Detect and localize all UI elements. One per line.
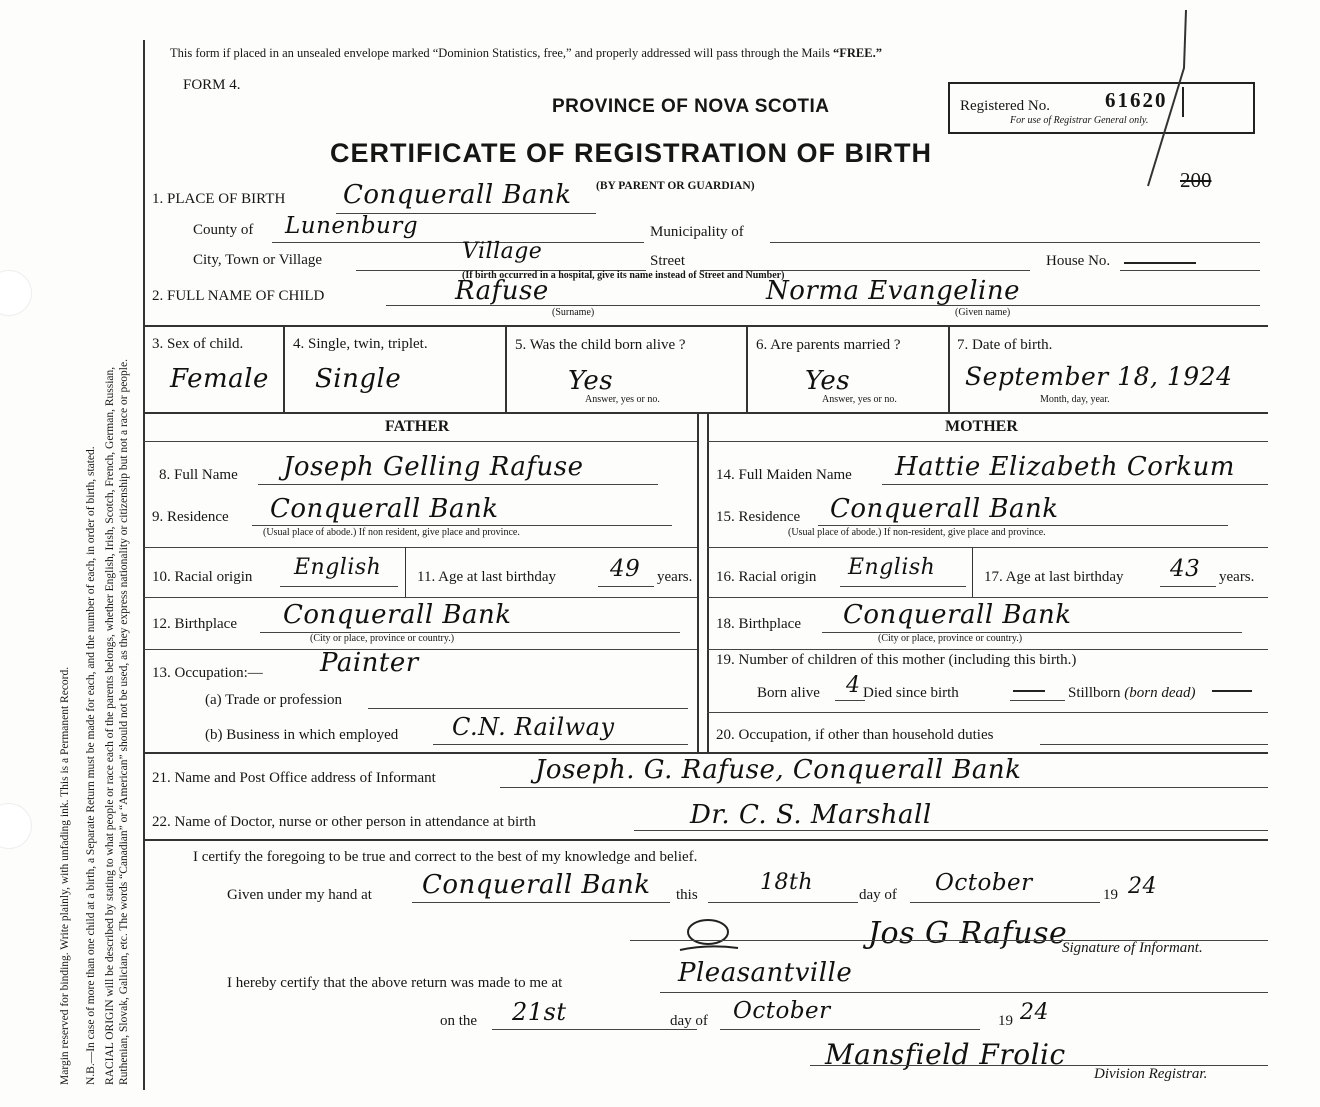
mother-race-line bbox=[840, 586, 966, 587]
father-name-label: 8. Full Name bbox=[159, 467, 238, 483]
mother-name-value: Hattie Elizabeth Corkum bbox=[895, 452, 1235, 482]
page-title: CERTIFICATE OF REGISTRATION OF BIRTH bbox=[330, 138, 932, 168]
mother-rule-1 bbox=[707, 547, 1268, 548]
child-given-name: Norma Evangeline bbox=[766, 276, 1020, 306]
registered-number: 61620 bbox=[1105, 88, 1168, 112]
child-name-label: 2. FULL NAME OF CHILD bbox=[152, 288, 325, 304]
father-race-divider bbox=[405, 547, 406, 597]
mother-residence-value: Conquerall Bank bbox=[830, 494, 1059, 524]
father-years: years. bbox=[657, 569, 693, 585]
married-note: Answer, yes or no. bbox=[822, 394, 897, 405]
mother-name-line bbox=[882, 484, 1268, 485]
married-value: Yes bbox=[805, 366, 851, 396]
return-month-line bbox=[720, 1029, 980, 1030]
dob-note: Month, day, year. bbox=[1040, 394, 1110, 405]
binding-hole-bottom bbox=[0, 803, 32, 849]
row3-divider-1 bbox=[283, 325, 285, 413]
given-day-line bbox=[708, 902, 858, 903]
municipality-label: Municipality of bbox=[650, 224, 744, 240]
given-year-prefix: 19 bbox=[1103, 887, 1118, 903]
mother-race-label: 16. Racial origin bbox=[716, 569, 817, 585]
born-alive-count-value: 4 bbox=[846, 673, 861, 698]
informant-value: Joseph. G. Rafuse, Conquerall Bank bbox=[535, 755, 1022, 785]
father-rule-2 bbox=[143, 597, 697, 598]
died-line bbox=[1010, 700, 1065, 701]
father-residence-label: 9. Residence bbox=[152, 509, 229, 525]
mail-note: This form if placed in an unsealed envelope marked “Dominion Statistics, free,” and properly addressed will pass through the Mails “FREE.” bbox=[170, 46, 882, 60]
house-no-line bbox=[1120, 270, 1260, 271]
return-place-value: Pleasantville bbox=[678, 958, 853, 988]
mother-rule-2 bbox=[707, 597, 1268, 598]
informant-line bbox=[500, 787, 1268, 788]
mother-birthplace-label: 18. Birthplace bbox=[716, 616, 801, 632]
stillborn-text: Stillborn bbox=[1068, 685, 1121, 701]
child-surname: Rafuse bbox=[455, 276, 549, 306]
this-label: this bbox=[676, 887, 698, 903]
return-year-value: 24 bbox=[1020, 1000, 1049, 1025]
margin-note-3: RACIAL ORIGIN will be described by stating to what people or race each of the parents belongs, whether English, Irish, Scotch, French, German, Russian, bbox=[104, 366, 116, 1085]
binding-hole-top bbox=[0, 270, 32, 316]
stillborn-note: (born dead) bbox=[1124, 685, 1196, 701]
father-occupation-value: Painter bbox=[320, 648, 419, 678]
mother-age-line bbox=[1160, 586, 1216, 587]
pencil-scribble bbox=[678, 912, 742, 960]
corner-mark: 200 bbox=[1180, 168, 1212, 192]
father-age-line bbox=[598, 586, 654, 587]
informant-signature-label: Signature of Informant. bbox=[1062, 940, 1203, 956]
father-residence-note: (Usual place of abode.) If non resident, give place and province. bbox=[263, 527, 520, 538]
registrar-signature: Mansfield Frolic bbox=[825, 1038, 1066, 1071]
father-birthplace-value: Conquerall Bank bbox=[283, 600, 512, 630]
city-label: City, Town or Village bbox=[193, 252, 323, 268]
return-year-prefix: 19 bbox=[998, 1013, 1013, 1029]
row3-divider-2 bbox=[505, 325, 507, 413]
father-age-value: 49 bbox=[610, 556, 641, 582]
given-under-label: Given under my hand at bbox=[227, 887, 372, 903]
born-alive-count-label: Born alive bbox=[757, 685, 820, 701]
on-the-label: on the bbox=[440, 1013, 478, 1029]
father-race-label: 10. Racial origin bbox=[152, 569, 253, 585]
given-place-value: Conquerall Bank bbox=[422, 870, 651, 900]
mother-residence-line bbox=[818, 525, 1228, 526]
informant-signature: Jos G Rafuse bbox=[868, 916, 1068, 951]
city-value: Village bbox=[462, 239, 543, 264]
municipality-line bbox=[770, 242, 1260, 243]
informant-label: 21. Name and Post Office address of Informant bbox=[152, 770, 436, 786]
father-race-value: English bbox=[294, 555, 382, 580]
doctor-label: 22. Name of Doctor, nurse or other person in attendance at birth bbox=[152, 814, 536, 830]
mother-residence-label: 15. Residence bbox=[716, 509, 801, 525]
return-day-value: 21st bbox=[512, 998, 567, 1026]
married-label: 6. Are parents married ? bbox=[756, 337, 901, 353]
row3-divider-4 bbox=[948, 325, 950, 413]
registrar-label: Division Registrar. bbox=[1094, 1066, 1208, 1082]
house-no-dash bbox=[1124, 262, 1196, 264]
county-value: Lunenburg bbox=[285, 213, 419, 239]
mother-residence-note: (Usual place of abode.) If non-resident, give place and province. bbox=[788, 527, 1046, 538]
return-label: I hereby certify that the above return was made to me at bbox=[227, 975, 563, 991]
county-line bbox=[272, 242, 644, 243]
corner-pencil-stroke bbox=[1140, 8, 1190, 198]
place-of-birth-label: 1. PLACE OF BIRTH bbox=[152, 191, 286, 207]
father-race-line bbox=[280, 586, 398, 587]
business-value: C.N. Railway bbox=[452, 713, 615, 741]
registered-label: Registered No. bbox=[960, 98, 1050, 114]
street-label: Street bbox=[650, 253, 685, 269]
doctor-value: Dr. C. S. Marshall bbox=[690, 800, 932, 830]
stillborn-label bbox=[1068, 685, 1196, 702]
surname-note: (Surname) bbox=[552, 307, 595, 318]
died-dash bbox=[1013, 690, 1045, 692]
given-name-note: (Given name) bbox=[955, 307, 1011, 318]
mother-rule-4 bbox=[707, 712, 1268, 713]
mother-birthplace-value: Conquerall Bank bbox=[843, 600, 1072, 630]
mother-rule-3 bbox=[707, 649, 1268, 650]
father-birthplace-note: (City or place, province or country.) bbox=[310, 633, 455, 644]
mother-race-divider bbox=[972, 547, 973, 597]
born-alive-value: Yes bbox=[568, 366, 614, 396]
father-name-line bbox=[258, 484, 658, 485]
given-day-of-label: day of bbox=[859, 887, 897, 903]
return-day-line bbox=[492, 1029, 697, 1030]
page-subtitle: (BY PARENT OR GUARDIAN) bbox=[596, 180, 755, 192]
child-name-line bbox=[386, 305, 1260, 306]
row3-bottom-rule bbox=[143, 412, 1268, 414]
hospital-note: (If birth occurred in a hospital, give its name instead of Street and Number) bbox=[462, 270, 785, 281]
place-of-birth-value: Conquerall Bank bbox=[343, 180, 572, 210]
mother-age-value: 43 bbox=[1170, 556, 1201, 582]
father-residence-value: Conquerall Bank bbox=[270, 494, 499, 524]
return-place-line bbox=[660, 992, 1268, 993]
mother-age-label: 17. Age at last birthday bbox=[984, 569, 1124, 585]
sex-value: Female bbox=[170, 364, 269, 394]
return-month-value: October bbox=[733, 998, 831, 1024]
parents-bottom-rule bbox=[143, 752, 1268, 754]
mother-occupation-label: 20. Occupation, if other than household duties bbox=[716, 727, 994, 743]
born-alive-count-line bbox=[835, 700, 865, 701]
row3-divider-3 bbox=[746, 325, 748, 413]
father-residence-line bbox=[252, 525, 672, 526]
registrar-note: For use of Registrar General only. bbox=[1010, 115, 1149, 126]
sex-label: 3. Sex of child. bbox=[152, 336, 244, 352]
mother-years: years. bbox=[1219, 569, 1255, 585]
given-place-line bbox=[412, 902, 670, 903]
mother-occupation-line bbox=[1040, 744, 1268, 745]
certify-statement: I certify the foregoing to be true and correct to the best of my knowledge and belief. bbox=[193, 849, 698, 865]
house-no-label: House No. bbox=[1046, 253, 1111, 269]
born-alive-note: Answer, yes or no. bbox=[585, 394, 660, 405]
county-label: County of bbox=[193, 222, 254, 238]
mother-race-value: English bbox=[848, 555, 936, 580]
margin-note-2: N.B.—In case of more than one child at a birth, a Separate Return must be made for each, and the number of each, in order of birth, stated. bbox=[85, 446, 97, 1085]
father-heading-rule bbox=[143, 441, 697, 442]
mother-birthplace-note: (City or place, province or country.) bbox=[878, 633, 1023, 644]
mother-heading-rule bbox=[707, 441, 1268, 442]
trade-label: (a) Trade or profession bbox=[205, 692, 343, 708]
trade-line bbox=[368, 708, 688, 709]
mother-name-label: 14. Full Maiden Name bbox=[716, 467, 852, 483]
business-label: (b) Business in which employed bbox=[205, 727, 399, 743]
form-left-border bbox=[143, 40, 145, 1090]
mother-left-border bbox=[707, 412, 709, 752]
died-label: Died since birth bbox=[863, 685, 959, 701]
stillborn-dash bbox=[1212, 690, 1252, 692]
plurality-label: 4. Single, twin, triplet. bbox=[293, 336, 428, 352]
given-month-value: October bbox=[935, 870, 1033, 896]
return-day-of-label: day of bbox=[670, 1013, 708, 1029]
plurality-value: Single bbox=[315, 364, 402, 394]
margin-note-1: Margin reserved for binding. Write plainly, with unfading ink. This is a Permanent Record. bbox=[59, 666, 71, 1085]
father-rule-3 bbox=[143, 649, 697, 650]
born-alive-label: 5. Was the child born alive ? bbox=[515, 337, 686, 353]
given-month-line bbox=[910, 902, 1100, 903]
form-number: FORM 4. bbox=[183, 77, 241, 93]
father-heading: FATHER bbox=[385, 418, 450, 435]
certify-top-rule bbox=[143, 839, 1268, 841]
dob-label: 7. Date of birth. bbox=[957, 337, 1053, 353]
dob-value: September 18, 1924 bbox=[965, 362, 1233, 391]
province-heading: PROVINCE OF NOVA SCOTIA bbox=[552, 96, 830, 117]
father-birthplace-label: 12. Birthplace bbox=[152, 616, 237, 632]
registered-box bbox=[948, 82, 1255, 134]
father-name-value: Joseph Gelling Rafuse bbox=[283, 452, 584, 482]
father-age-label: 11. Age at last birthday bbox=[417, 569, 556, 585]
given-day-value: 18th bbox=[760, 870, 814, 895]
business-line bbox=[433, 744, 688, 745]
doctor-line bbox=[634, 830, 1268, 831]
father-rule-1 bbox=[143, 547, 697, 548]
given-year-value: 24 bbox=[1128, 874, 1157, 899]
mother-heading: MOTHER bbox=[945, 418, 1018, 435]
children-count-label: 19. Number of children of this mother (including this birth.) bbox=[716, 652, 1077, 668]
father-right-border bbox=[697, 412, 699, 752]
margin-note-4: Ruthenian, Slovak, Galician, etc. The words “Canadian” or “American” should not be used, as they express nationality or citizenship but not a race or people. bbox=[118, 359, 130, 1085]
row3-top-rule bbox=[143, 325, 1268, 327]
father-occupation-label: 13. Occupation:— bbox=[152, 665, 263, 681]
